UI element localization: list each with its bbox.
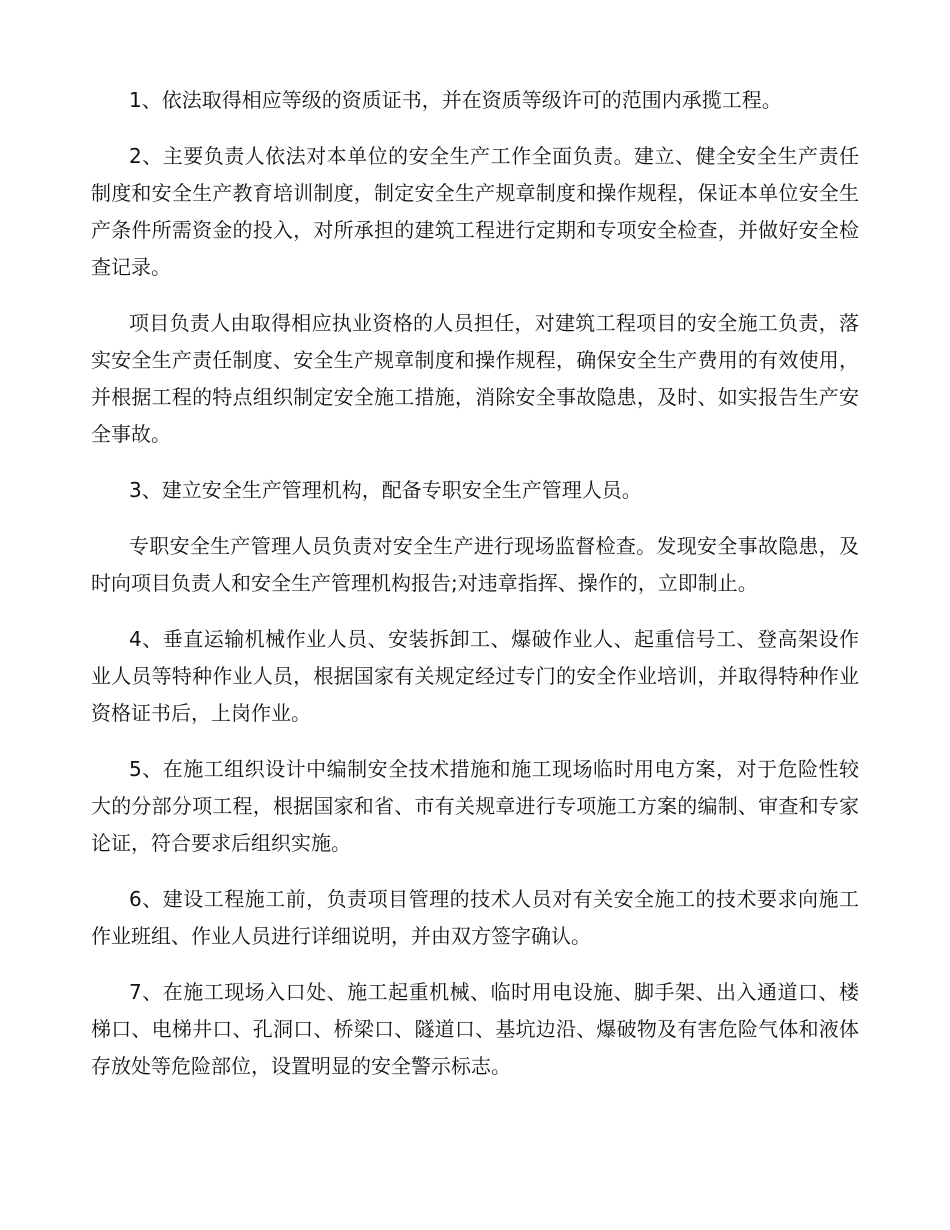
paragraph-item-4-special-workers: 4、垂直运输机械作业人员、安装拆卸工、爆破作业人、起重信号工、登高架设作业人员等特种作业人员，根据国家有关规定经过专门的安全作业培训，并取得特种作业资格证书后，上岗作业。 [91,627,859,725]
paragraph-item-2-responsibility: 2、主要负责人依法对本单位的安全生产工作全面负责。建立、健全安全生产责任制度和安全生产教育培训制度，制定安全生产规章制度和操作规程，保证本单位安全生产条件所需资金的投入，对所承担的建筑工程进行定期和专项安全检查，并做好安全检查记录。 [91,144,859,279]
paragraph-item-3-management-body: 3、建立安全生产管理机构，配备专职安全生产管理人员。 [129,478,642,502]
paragraph-item-7-warning-signs: 7、在施工现场入口处、施工起重机械、临时用电设施、脚手架、出入通道口、楼梯口、电梯井口、孔洞口、桥梁口、隧道口、基坑边沿、爆破物及有害危险气体和液体存放处等危险部位，设置明显的安全警示标志。 [91,980,859,1078]
document-page [91,82,859,1104]
paragraph-item-5-construction-plan: 5、在施工组织设计中编制安全技术措施和施工现场临时用电方案，对于危险性较大的分部分项工程，根据国家和省、市有关规章进行专项施工方案的编制、审查和专家论证，符合要求后组织实施。 [91,757,859,855]
paragraph-item-1-qualification: 1、依法取得相应等级的资质证书，并在资质等级许可的范围内承揽工程。 [129,88,782,112]
paragraph-project-leader: 项目负责人由取得相应执业资格的人员担任，对建筑工程项目的安全施工负责，落实安全生产责任制度、安全生产规章制度和操作规程，确保安全生产费用的有效使用，并根据工程的特点组织制定安全施工措施，消除安全事故隐患，及时、如实报告生产安全事故。 [91,311,859,446]
paragraph-item-6-technical-briefing: 6、建设工程施工前，负责项目管理的技术人员对有关安全施工的技术要求向施工作业班组、作业人员进行详细说明，并由双方签字确认。 [91,887,859,948]
paragraph-safety-staff: 专职安全生产管理人员负责对安全生产进行现场监督检查。发现安全事故隐患，及时向项目负责人和安全生产管理机构报告;对违章指挥、操作的，立即制止。 [91,534,859,595]
